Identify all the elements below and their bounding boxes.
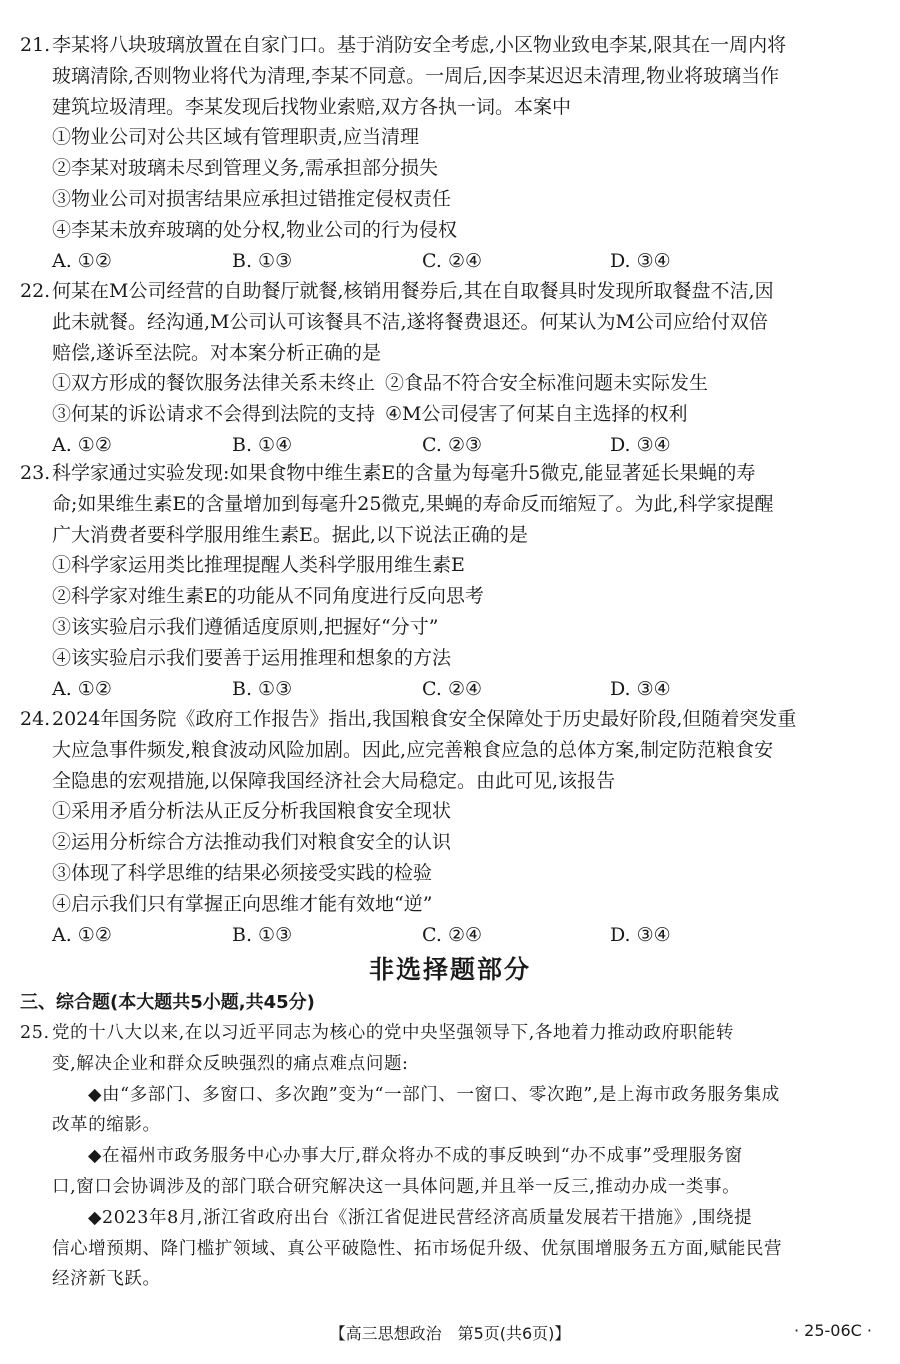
choice-b: B. ①③	[232, 249, 293, 272]
choice-b: B. ①③	[232, 677, 293, 700]
footer-exam-code: · 25-06C ·	[793, 1321, 872, 1340]
footer-page-info: 【高三思想政治 第5页(共6页)】	[329, 1324, 571, 1343]
paragraph-line: 信心增预期、降门槛扩领域、真公平破隐性、拓市场促升级、优氛围增服务五方面,赋能民营	[52, 1238, 783, 1259]
question-stem	[20, 30, 880, 122]
stem-line: 科学家通过实验发现:如果食物中维生素E的含量为每毫升5微克,能显著延长果蝇的寿	[52, 462, 756, 484]
option-3: ③物业公司对损害结果应承担过错推定侵权责任	[52, 187, 452, 210]
stem-line: 党的十八大以来,在以习近平同志为核心的党中央坚强领导下,各地着力推动政府职能转	[52, 1023, 735, 1043]
question-number: 25.	[20, 1023, 50, 1043]
option-row	[20, 399, 880, 430]
stem-line: 变,解决企业和群众反映强烈的痛点难点问题:	[52, 1053, 409, 1074]
section-title: 非选择题部分	[368, 955, 531, 984]
paragraph-line: ◆由“多部门、多窗口、多次跑”变为“一部门、一窗口、零次跑”,是上海市政务服务集成	[88, 1084, 780, 1105]
choice-a: A. ①②	[52, 249, 112, 272]
choice-b: B. ①④	[232, 433, 293, 456]
option-1: ①采用矛盾分析法从正反分析我国粮食安全现状	[52, 800, 452, 823]
option-2: ②科学家对维生素E的功能从不同角度进行反向思考	[52, 585, 484, 608]
paragraph-line: 口,窗口会协调涉及的部门联合研究解决这一具体问题,并且举一反三,推动办成一类事。	[52, 1176, 741, 1197]
stem-line: 何某在M公司经营的自助餐厅就餐,核销用餐券后,其在自取餐具时发现所取餐盘不洁,因	[52, 280, 774, 302]
answer-choices	[20, 246, 880, 277]
choice-d: D. ③④	[610, 249, 671, 272]
option-1: ①物业公司对公共区域有管理职责,应当清理	[52, 126, 420, 149]
paragraph-line: 经济新飞跃。	[52, 1269, 161, 1290]
paragraph-line: ◆在福州市政务服务中心办事大厅,群众将办不成的事反映到“办不成事”受理服务窗	[88, 1146, 743, 1167]
choice-d: D. ③④	[610, 923, 671, 946]
choice-c: C. ②④	[422, 677, 483, 700]
question-number: 21.	[20, 34, 51, 56]
question-21	[20, 30, 880, 276]
option-3: ③该实验启示我们遵循适度原则,把握好“分寸”	[52, 615, 439, 638]
option-4: ④李某未放弃玻璃的处分权,物业公司的行为侵权	[52, 218, 458, 241]
answer-choices	[20, 920, 880, 951]
material-paragraph	[20, 1141, 880, 1203]
question-22	[20, 276, 880, 461]
choice-c: C. ②③	[422, 433, 483, 456]
choice-c: C. ②④	[422, 923, 483, 946]
choice-c: C. ②④	[422, 249, 483, 272]
choice-a: A. ①②	[52, 433, 112, 456]
page-footer	[0, 1317, 900, 1347]
paragraph-line: 改革的缩影。	[52, 1115, 161, 1136]
option-4: ④该实验启示我们要善于运用推理和想象的方法	[52, 646, 452, 669]
choice-d: D. ③④	[610, 433, 671, 456]
question-stem	[20, 458, 880, 550]
stem-line: 大应急事件频发,粮食波动风险加剧。因此,应完善粮食应急的总体方案,制定防范粮食安	[52, 738, 774, 761]
stem-line: 建筑垃圾清理。李某发现后找物业索赔,双方各执一词。本案中	[52, 95, 572, 118]
option-2: ②运用分析综合方法推动我们对粮食安全的认识	[52, 831, 452, 854]
question-stem	[20, 1018, 880, 1080]
question-number: 23.	[20, 462, 51, 484]
question-stem	[20, 276, 880, 368]
choice-a: A. ①②	[52, 923, 112, 946]
stem-line: 命;如果维生素E的含量增加到每毫升25微克,果蝇的寿命反而缩短了。为此,科学家提醒	[52, 492, 774, 515]
stem-line: 此未就餐。经沟通,M公司认可该餐具不洁,遂将餐费退还。何某认为M公司应给付双倍	[52, 310, 768, 333]
choice-d: D. ③④	[610, 677, 671, 700]
option-3: ③体现了科学思维的结果必须接受实践的检验	[52, 861, 433, 884]
question-number: 24.	[20, 708, 51, 730]
stem-line: 广大消费者要科学服用维生素E。据此,以下说法正确的是	[52, 523, 528, 546]
stem-line: 2024年国务院《政府工作报告》指出,我国粮食安全保障处于历史最好阶段,但随着突发重	[52, 708, 797, 730]
stem-line: 全隐患的宏观措施,以保障我国经济社会大局稳定。由此可见,该报告	[52, 769, 616, 792]
material-paragraph	[20, 1080, 880, 1142]
choice-b: B. ①③	[232, 923, 293, 946]
stem-line: 赔偿,遂诉至法院。对本案分析正确的是	[52, 341, 382, 364]
option-3: ③何某的诉讼请求不会得到法院的支持	[52, 403, 376, 426]
question-number: 22.	[20, 280, 51, 302]
paragraph-line: ◆2023年8月,浙江省政府出台《浙江省促进民营经济高质量发展若干措施》,围绕提	[88, 1207, 753, 1228]
option-4: ④启示我们只有掌握正向思维才能有效地“逆”	[52, 892, 433, 915]
answer-choices	[20, 674, 880, 705]
option-1: ①科学家运用类比推理提醒人类科学服用维生素E	[52, 554, 465, 577]
option-4: ④M公司侵害了何某自主选择的权利	[385, 403, 688, 426]
option-2: ②食品不符合安全标准问题未实际发生	[385, 372, 709, 395]
stem-line: 李某将八块玻璃放置在自家门口。基于消防安全考虑,小区物业致电李某,限其在一周内将	[52, 34, 787, 56]
choice-a: A. ①②	[52, 677, 112, 700]
option-1: ①双方形成的餐饮服务法律关系未终止	[52, 372, 376, 395]
option-row	[20, 368, 880, 399]
question-stem	[20, 704, 880, 796]
material-paragraph	[20, 1203, 880, 1295]
question-23	[20, 458, 880, 704]
stem-line: 玻璃清除,否则物业将代为清理,李某不同意。一周后,因李某迟迟未清理,物业将玻璃当作	[52, 64, 780, 87]
answer-choices	[20, 430, 880, 461]
option-2: ②李某对玻璃未尽到管理义务,需承担部分损失	[52, 157, 439, 180]
question-25	[20, 1018, 880, 1295]
part-heading: 三、综合题(本大题共5小题,共45分)	[20, 992, 315, 1013]
question-24	[20, 704, 880, 950]
